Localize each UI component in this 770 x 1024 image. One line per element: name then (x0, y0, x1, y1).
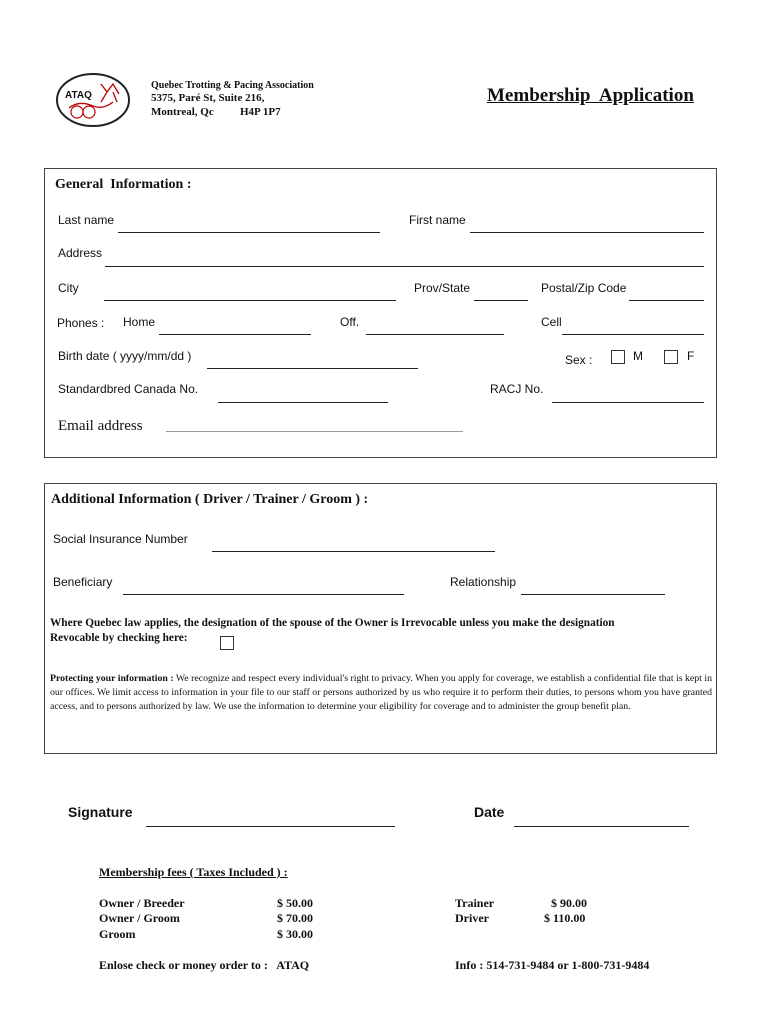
org-postal: H4P 1P7 (240, 106, 281, 118)
first-name-label: First name (409, 213, 466, 227)
relationship-label: Relationship (450, 575, 517, 589)
city-label: City (58, 281, 79, 295)
fee-driver: Driver (455, 911, 489, 925)
fee-trainer-price: $ 90.00 (551, 896, 587, 910)
address-label: Address (58, 246, 103, 260)
logo (55, 72, 131, 128)
home-phone-field[interactable] (159, 334, 311, 335)
revocable-label: Revocable by checking here: (50, 632, 188, 644)
sin-field[interactable] (212, 551, 495, 552)
spouse-notice: Where Quebec law applies, the designation of the spouse of the Owner is Irrevocable unless you make the designation (50, 617, 615, 629)
page-title: Membership Application (487, 85, 694, 106)
logo-text: ATAQ (65, 90, 92, 101)
sex-label: Sex : (565, 353, 593, 367)
org-address: 5375, Paré St, Suite 216, (151, 92, 265, 104)
relationship-field[interactable] (521, 594, 665, 595)
fee-owner-groom: Owner / Groom (99, 911, 180, 925)
email-label: Email address (58, 418, 143, 434)
enclose-instruction: Enlose check or money order to : ATAQ (99, 958, 310, 972)
prov-state-field[interactable] (474, 300, 528, 301)
logo-graphic (55, 72, 131, 128)
phones-label: Phones : (57, 316, 105, 330)
city-field[interactable] (104, 300, 396, 301)
fee-owner-breeder: Owner / Breeder (99, 896, 185, 910)
fee-groom: Groom (99, 927, 136, 941)
sex-female-checkbox[interactable] (664, 350, 678, 364)
fee-trainer: Trainer (455, 896, 495, 910)
address-field[interactable] (105, 266, 704, 267)
beneficiary-field[interactable] (123, 594, 404, 595)
fee-driver-price: $ 110.00 (544, 911, 586, 925)
fee-groom-price: $ 30.00 (277, 927, 313, 941)
sex-male-checkbox[interactable] (611, 350, 625, 364)
birth-date-label: Birth date ( yyyy/mm/dd ) (58, 349, 192, 363)
cell-phone-field[interactable] (562, 334, 704, 335)
postal-zip-field[interactable] (629, 300, 704, 301)
signature-label: Signature (68, 804, 133, 820)
cell-phone-label: Cell (541, 315, 562, 329)
additional-heading: Additional Information ( Driver / Trainer / Groom ) : (51, 492, 369, 507)
fee-owner-groom-price: $ 70.00 (277, 911, 313, 925)
racj-label: RACJ No. (490, 382, 544, 396)
sin-label: Social Insurance Number (53, 532, 188, 546)
org-name: Quebec Trotting & Pacing Association (151, 80, 314, 91)
sex-male-label: M (633, 349, 643, 363)
fee-owner-breeder-price: $ 50.00 (277, 896, 313, 910)
office-phone-field[interactable] (366, 334, 504, 335)
email-field[interactable]: ______________________________________________________ (166, 421, 463, 433)
office-phone-label: Off. (340, 315, 360, 329)
fees-heading: Membership fees ( Taxes Included ) : (99, 865, 288, 879)
first-name-field[interactable] (470, 232, 704, 233)
racj-field[interactable] (552, 402, 704, 403)
privacy-label: Protecting your information : (50, 673, 174, 684)
revocable-checkbox[interactable] (220, 636, 234, 650)
prov-state-label: Prov/State (414, 281, 471, 295)
standardbred-label: Standardbred Canada No. (58, 382, 199, 396)
last-name-field[interactable] (118, 232, 380, 233)
postal-zip-label: Postal/Zip Code (541, 281, 627, 295)
last-name-label: Last name (58, 213, 115, 227)
general-information-section (44, 168, 717, 458)
general-heading: General Information : (55, 177, 192, 192)
birth-date-field[interactable] (207, 368, 418, 369)
beneficiary-label: Beneficiary (53, 575, 113, 589)
home-phone-label: Home (123, 315, 156, 329)
date-field[interactable] (514, 826, 689, 827)
privacy-notice (50, 672, 712, 714)
info-contact: Info : 514-731-9484 or 1-800-731-9484 (455, 958, 650, 972)
sex-female-label: F (687, 349, 695, 363)
signature-field[interactable] (146, 826, 395, 827)
date-label: Date (474, 804, 505, 820)
org-city: Montreal, Qc (151, 106, 214, 118)
standardbred-field[interactable] (218, 402, 388, 403)
privacy-text: We recognize and respect every individual's right to privacy. When you apply for coverage, we establish a confidential file that is kept in our offices. We limit access to information in your file to our staff or persons authorized by us who require it to perform their duties, to persons whom you have granted access, and to persons authorized by law. We use the information to determine your eligibility for coverage and to administer the group benefit plan. (50, 673, 712, 712)
